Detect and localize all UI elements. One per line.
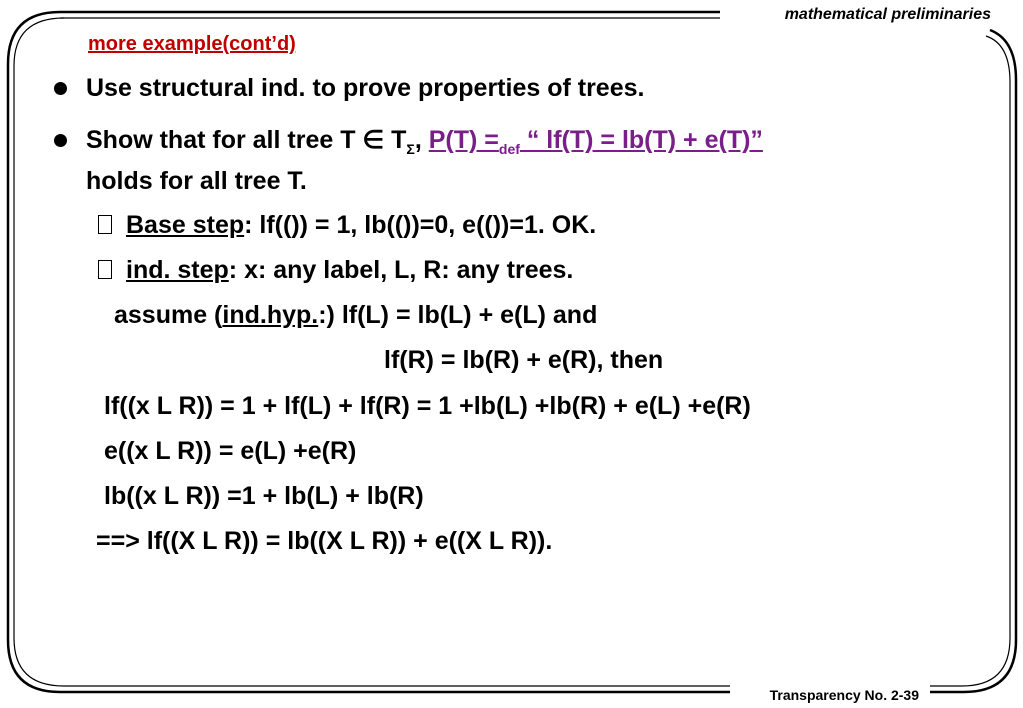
checkbox-glyph-icon: [98, 260, 112, 279]
equation-1: lf((x L R)) = 1 + lf(L) + lf(R) = 1 +lb(L) +lb(R) + e(L) +e(R): [104, 392, 751, 420]
assume-line: [114, 297, 597, 334]
property-body: “ lf(T) = lb(T) + e(T)”: [519, 126, 763, 154]
bullet-2-line2: holds for all tree T.: [86, 167, 307, 195]
equation-3: lb((x L R)) =1 + lb(L) + lb(R): [104, 482, 424, 510]
bullet-dot-icon: [54, 82, 67, 95]
sigma-subscript: Σ: [406, 141, 415, 157]
section-label: mathematical preliminaries: [779, 6, 997, 24]
bullet-dot-icon: [54, 134, 67, 147]
bullet-2-text: [86, 122, 763, 168]
bullet-1-text: Use structural ind. to prove properties of trees.: [86, 74, 645, 102]
assume-pre: assume (: [114, 301, 223, 329]
bullet-2-pre: Show that for all tree T ∈ T: [86, 126, 407, 154]
equation-2: e((x L R)) = e(L) +e(R): [104, 437, 357, 465]
conclusion: ==> lf((X L R)) = lb((X L R)) + e((X L R)).: [96, 527, 553, 555]
base-step-text: : lf(()) = 1, lb(())=0, e(())=1. OK.: [244, 211, 597, 239]
slide-title: more example(cont’d): [88, 33, 296, 55]
assume-post: :) lf(L) = lb(L) + e(L) and: [318, 301, 598, 329]
ind-step-line: [98, 252, 573, 289]
ind-hyp-label: ind.hyp.: [222, 301, 319, 329]
bullet-2-comma: ,: [414, 126, 429, 154]
checkbox-glyph-icon: [98, 215, 112, 234]
slide-number: Transparency No. 2-39: [764, 687, 925, 703]
def-subscript: def: [498, 141, 520, 157]
ind-step-text: : x: any label, L, R: any trees.: [228, 256, 574, 284]
ind-step-label: ind. step: [126, 256, 229, 284]
base-step-label: Base step: [126, 211, 245, 239]
hypothesis-line-2: lf(R) = lb(R) + e(R), then: [384, 346, 664, 374]
property-definition: [428, 126, 763, 157]
property-prefix: P(T) =: [428, 126, 499, 154]
base-step-line: [98, 207, 596, 244]
